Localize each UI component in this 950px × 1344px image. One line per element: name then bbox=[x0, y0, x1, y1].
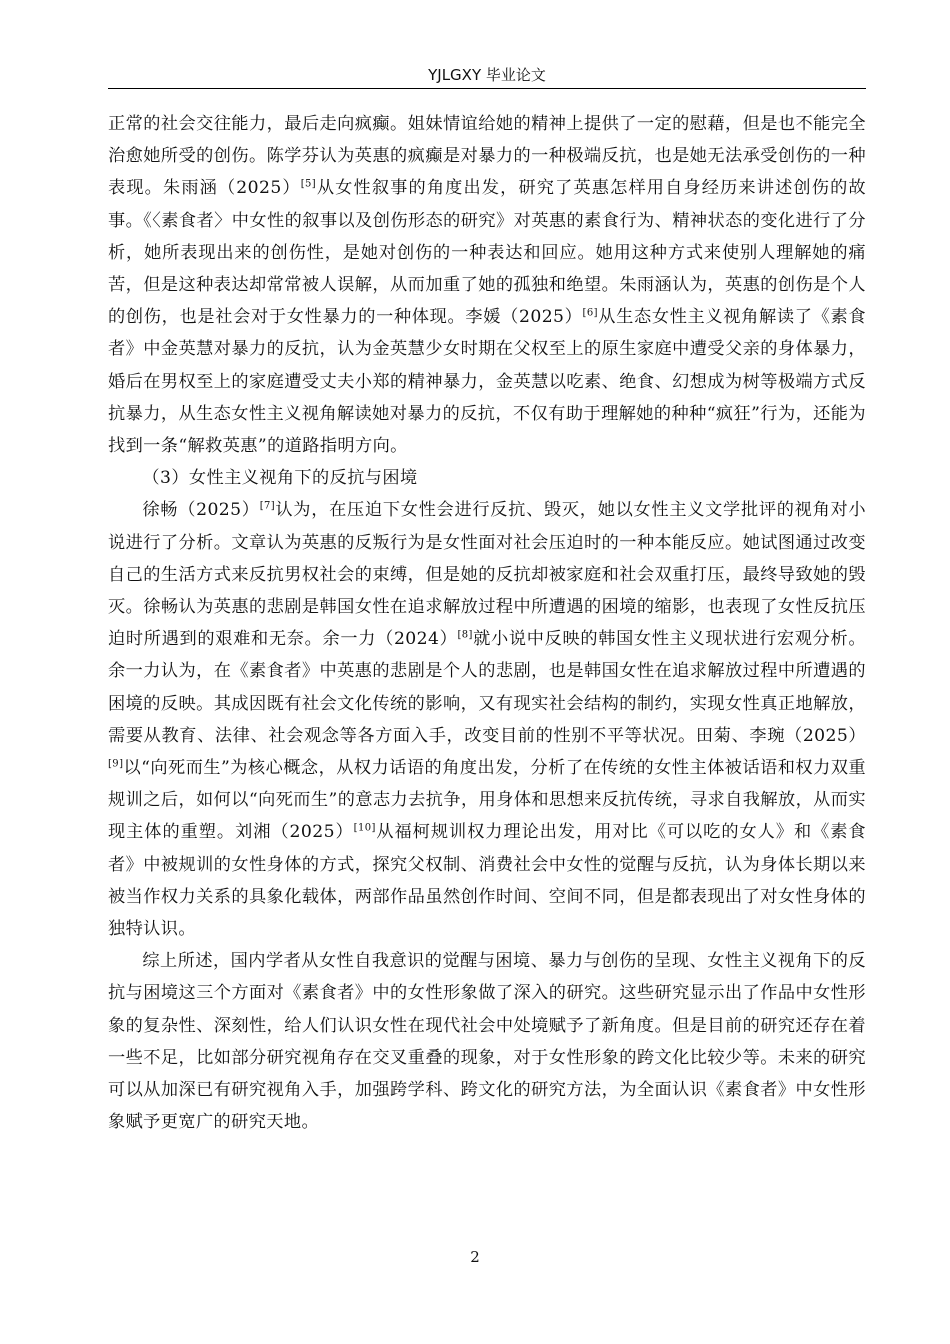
summary-paragraph: 综上所述，国内学者从女性自我意识的觉醒与困境、暴力与创伤的呈现、女性主义视角下的反抗与困境这三个方面对《素食者》中的女性形象做了深入的研究。这些研究显示出了作品中女性形象的复杂性、深刻性，给人们认识女性在现代社会中处境赋予了新角度。但是目前的研究还存在着一些不足，比如部分研究视角存在交叉重叠的现象，对于女性形象的跨文化比较少等。未来的研究可以从加深已有研究视角入手，加强跨学科、跨文化的研究方法，为全面认识《素食者》中女性形象赋予更宽广的研究天地。 bbox=[108, 951, 866, 1133]
header-title: YJLGXY 毕业论文 bbox=[428, 66, 546, 84]
citation-ref: [8] bbox=[457, 629, 473, 641]
section-heading: （3）女性主义视角下的反抗与困境 bbox=[142, 468, 418, 489]
paragraph-continuation bbox=[108, 108, 866, 462]
citation-ref: [5] bbox=[300, 178, 317, 190]
paragraph-text: 从福柯规训权力理论出发，用对比《可以吃的女人》和《素食者》中被规训的女性身体的方式，探究父权制、消费社会中女性的觉醒与反抗，认为身体长期以来被当作权力关系的具象化载体，两部作品虽然创作时间、空间不同，但是都表现出了对女性身体的独特认识。 bbox=[108, 822, 866, 940]
paragraph-text: 认为，在压迫下女性会进行反抗、毁灭，她以女性主义文学批评的视角对小说进行了分析。文章认为英惠的反叛行为是女性面对社会压迫时的一种本能反应。她试图通过改变自己的生活方式来反抗男权社会的束缚，但是她的反抗却被家庭和社会双重打压，最终导致她的毁灭。徐畅认为英惠的悲剧是韩国女性在追求解放过程中所遭遇的困境的缩影，也表现了女性反抗压迫时所遇到的艰难和无奈。余一力（2024） bbox=[108, 500, 866, 650]
paragraph-text: 以“向死而生”为核心概念，从权力话语的角度出发，分析了在传统的女性主体被话语和权力双重规训之后，如何以“向死而生”的意志力去抗争，用身体和思想来反抗传统，寻求自我解放，从而实现主体的重塑。刘湘（2025） bbox=[108, 758, 866, 843]
citation-ref: [9] bbox=[108, 758, 124, 770]
citation-ref: [6] bbox=[582, 307, 598, 319]
paragraph-text: 从女性叙事的角度出发，研究了英惠怎样用自身经历来讲述创伤的故事。《〈素食者〉中女性的叙事以及创伤形态的研究》对英惠的素食行为、精神状态的变化进行了分析，她所表现出来的创伤性，是她对创伤的一种表达和回应。她用这种方式来使别人理解她的痛苦，但是这种表达却常常被人误解，从而加重了她的孤独和绝望。朱雨涵认为，英惠的创伤是个人的创伤，也是社会对于女性暴力的一种体现。李媛（2025） bbox=[108, 178, 866, 328]
paragraph-text: 徐畅（2025） bbox=[142, 500, 260, 521]
document-body bbox=[108, 108, 866, 1139]
citation-ref: [10] bbox=[353, 822, 376, 834]
paragraph-text: 正常的社会交往能力，最后走向疯癫。姐妹情谊给她的精神上提供了一定的慰藉，但是也不能完全治愈她所受的创伤。陈学芬认为英惠的疯癫是对暴力的一种极端反抗，也是她无法承受创伤的一种表现。朱雨涵（2025） bbox=[108, 114, 866, 199]
paragraph bbox=[108, 494, 866, 945]
page-header bbox=[108, 62, 866, 89]
page-number: 2 bbox=[470, 1248, 480, 1266]
paragraph-text: 就小说中反映的韩国女性主义现状进行宏观分析。余一力认为，在《素食者》中英惠的悲剧是个人的悲剧，也是韩国女性在追求解放过程中所遭遇的困境的反映。其成因既有社会文化传统的影响，又有现实社会结构的制约，实现女性真正地解放，需要从教育、法律、社会观念等各方面入手，改变目前的性别不平等状况。田菊、李琬（2025） bbox=[108, 629, 866, 746]
citation-ref: [7] bbox=[259, 500, 276, 512]
paragraph-text: 从生态女性主义视角解读了《素食者》中金英慧对暴力的反抗，认为金英慧少女时期在父权至上的原生家庭中遭受父亲的身体暴力，婚后在男权至上的家庭遭受丈夫小郑的精神暴力，金英慧以吃素、绝食、幻想成为树等极端方式反抗暴力，从生态女性主义视角解读她对暴力的反抗，不仅有助于理解她的种种“疯狂”行为，还能为找到一条“解救英惠”的道路指明方向。 bbox=[108, 307, 866, 457]
